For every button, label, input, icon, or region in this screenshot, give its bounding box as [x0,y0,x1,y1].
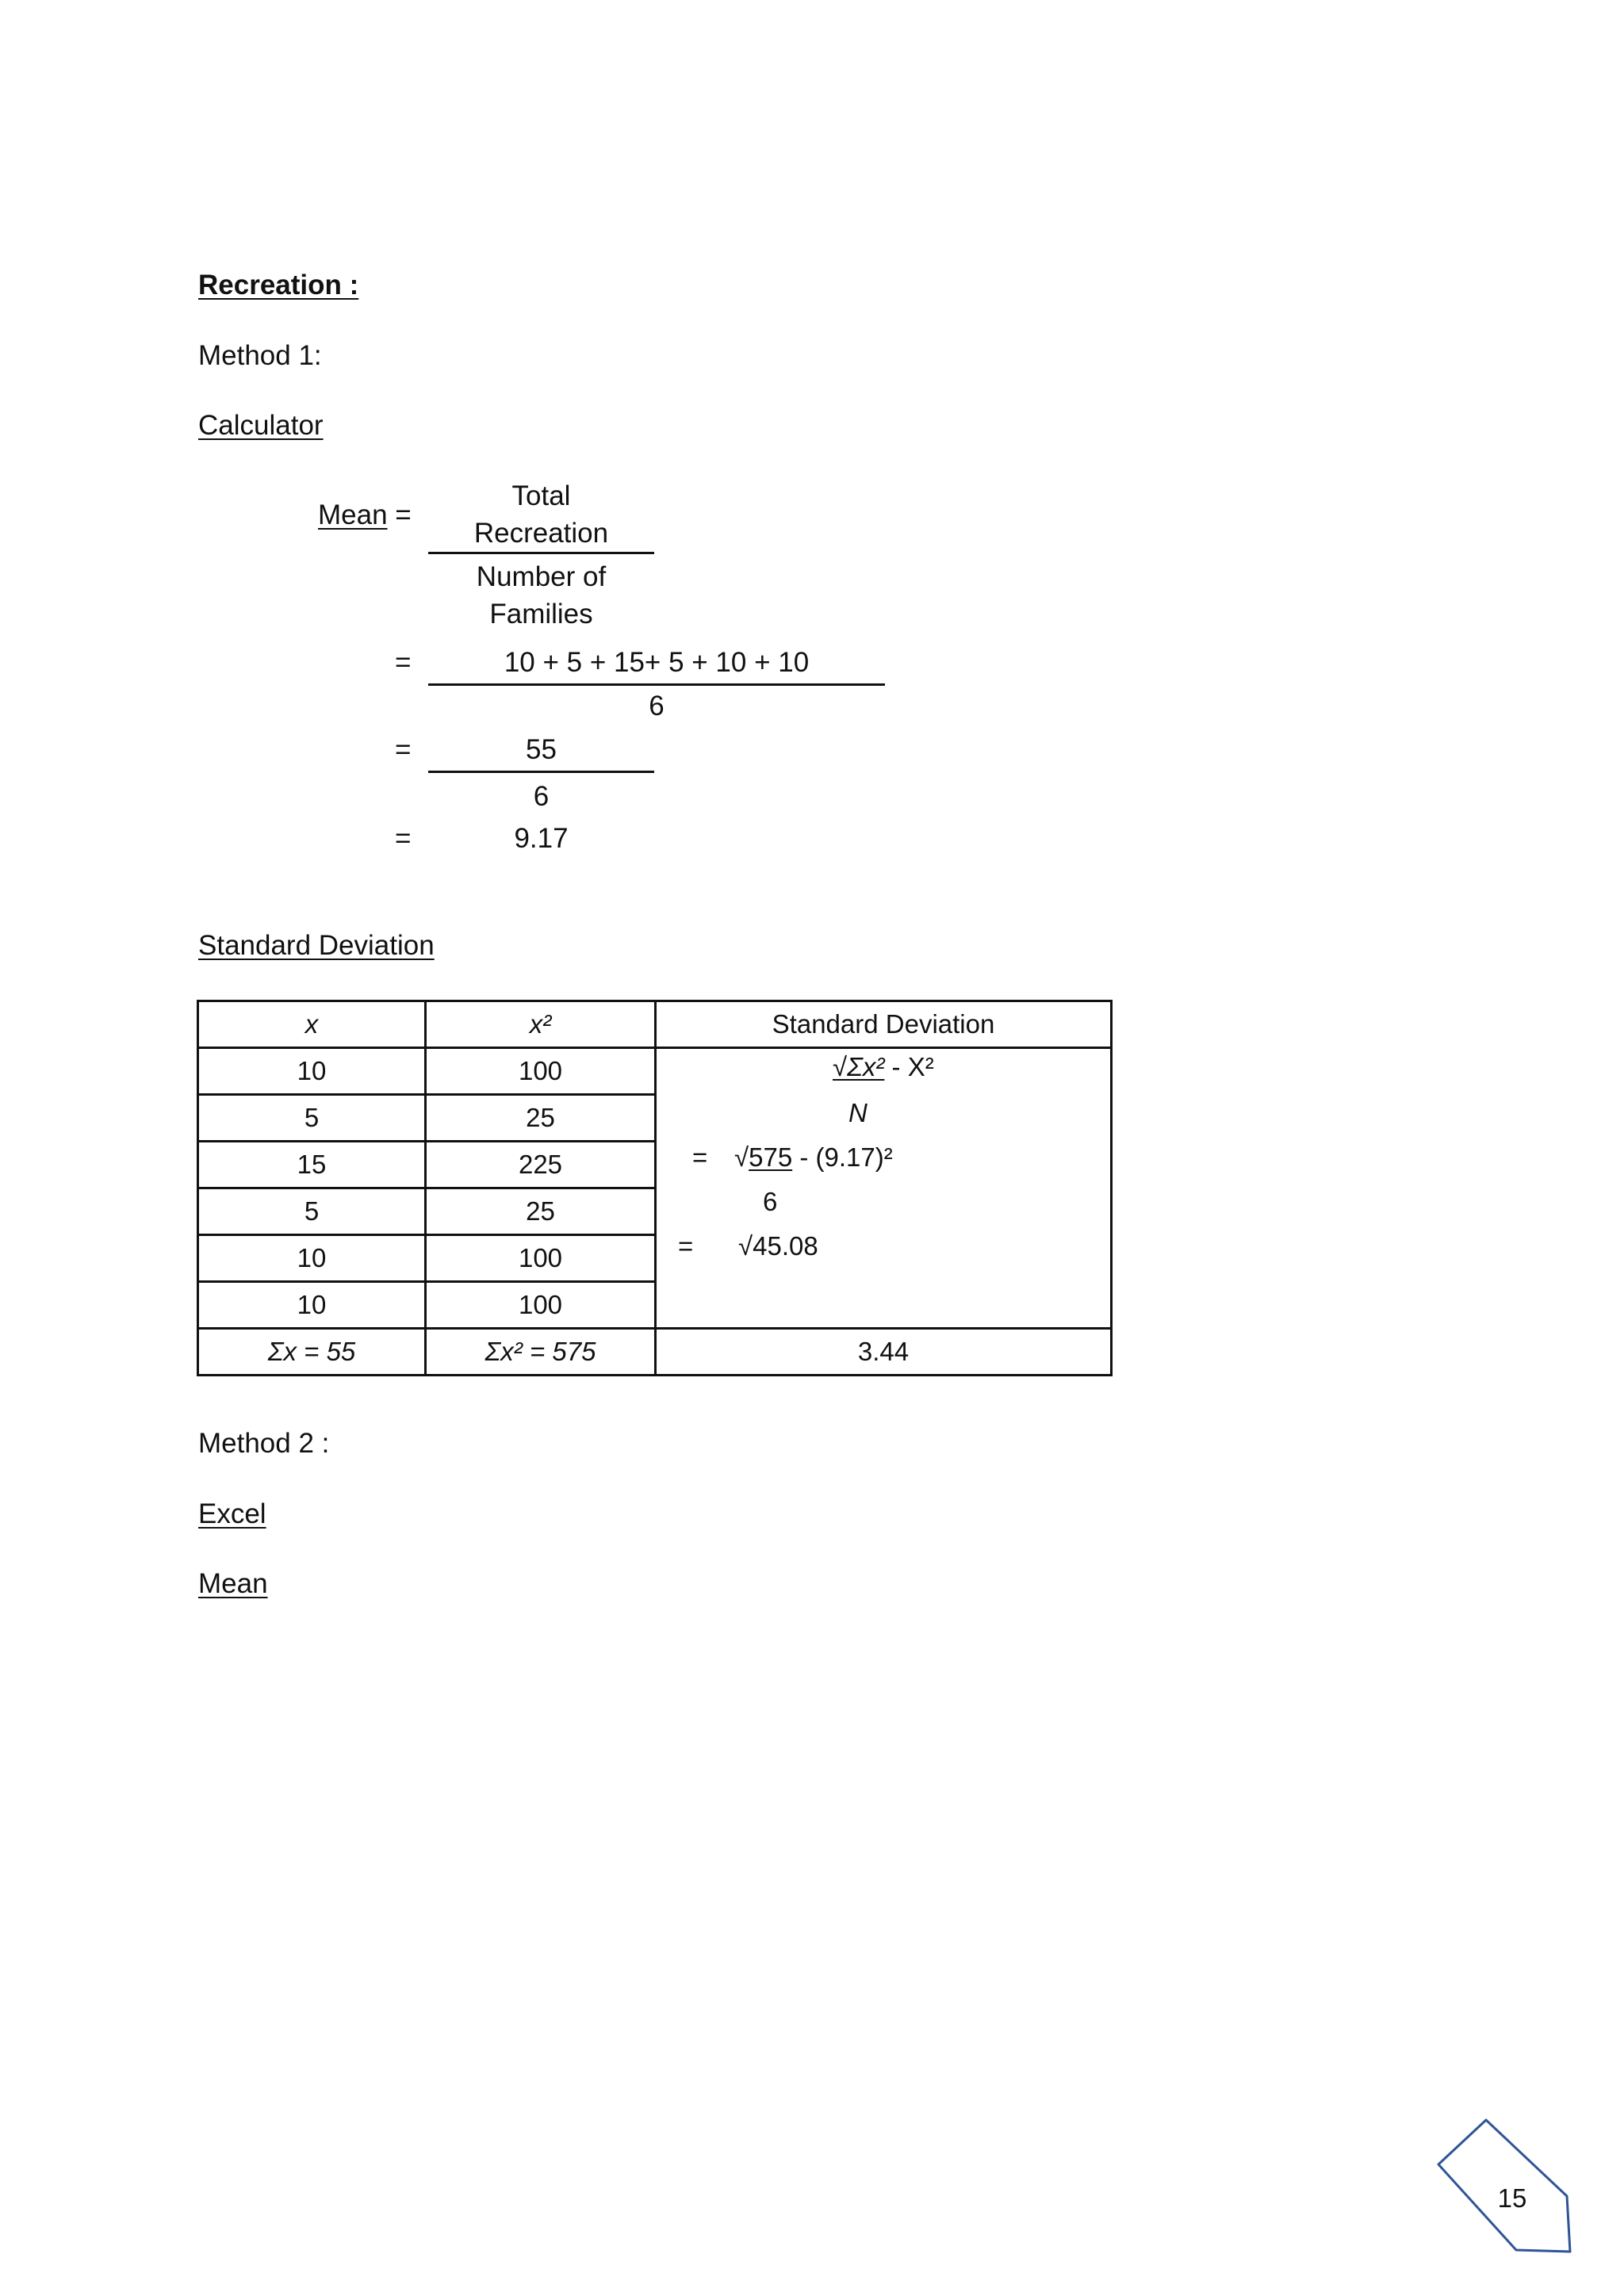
page-number: 15 [1497,2183,1527,2213]
mean-result: 9.17 [514,823,569,854]
sd-formula-line3: √575 - (9.17)² [734,1142,893,1172]
cell-x-squared: 100 [426,1048,656,1095]
header-x: x [198,1001,426,1048]
fraction1-numerator-line1: Total [511,480,571,511]
method1-subheading: Calculator [198,410,324,441]
method2-subheading: Excel [198,1498,266,1529]
header-x-squared: x² [426,1001,656,1048]
cell-x: 5 [198,1095,426,1142]
sd-formula-line1: √Σx² - X² [833,1052,934,1081]
fraction1-bar [428,552,654,554]
std-dev-result: 3.44 [656,1329,1112,1376]
cell-x: 5 [198,1188,426,1235]
mean-label: Mean [318,499,388,530]
sd-formula-line5: √45.08 [738,1231,818,1261]
table-header-row [198,1001,1112,1048]
fraction3-numerator: 55 [526,734,557,765]
fraction1-numerator-line2: Recreation [473,518,609,549]
total-sum-x-squared: Σx² = 575 [426,1329,656,1376]
sd-formula-cell [656,1048,1112,1329]
fraction1-denominator-line2: Families [489,599,593,629]
cell-x-squared: 100 [426,1235,656,1282]
std-dev-table [197,1000,1113,1376]
cell-x-squared: 25 [426,1095,656,1142]
fraction2-numerator: 10 + 5 + 15+ 5 + 10 + 10 [504,647,810,678]
equals-3: = [395,734,412,765]
equals-4: = [395,823,412,854]
mean-label-group [318,501,412,529]
method2-mean-label: Mean [198,1568,268,1599]
table-totals-row [198,1329,1112,1376]
method1-heading: Method 1: [198,340,322,371]
fraction2-denominator: 6 [649,691,665,721]
fraction3-denominator: 6 [533,781,550,812]
sd-formula-equals-1: = [692,1142,708,1172]
cell-x: 10 [198,1048,426,1095]
cell-x: 10 [198,1235,426,1282]
fraction3-bar [428,771,654,773]
cell-x-squared: 225 [426,1142,656,1188]
header-standard-deviation: Standard Deviation [656,1001,1112,1048]
method2-heading: Method 2 : [198,1428,330,1459]
total-sum-x: Σx = 55 [198,1329,426,1376]
section-title: Recreation : [198,270,359,300]
cell-x: 15 [198,1142,426,1188]
sd-formula-line4: 6 [763,1187,778,1216]
table-row [198,1048,1112,1095]
fraction2-bar [428,683,885,686]
mean-equals: = [395,499,412,530]
cell-x-squared: 100 [426,1282,656,1329]
sd-formula-equals-2: = [678,1231,694,1261]
fraction1-denominator-line1: Number of [476,561,607,592]
equals-2: = [395,647,412,678]
cell-x: 10 [198,1282,426,1329]
std-dev-heading: Standard Deviation [198,930,435,961]
sd-formula-line2: N [848,1098,868,1127]
cell-x-squared: 25 [426,1188,656,1235]
